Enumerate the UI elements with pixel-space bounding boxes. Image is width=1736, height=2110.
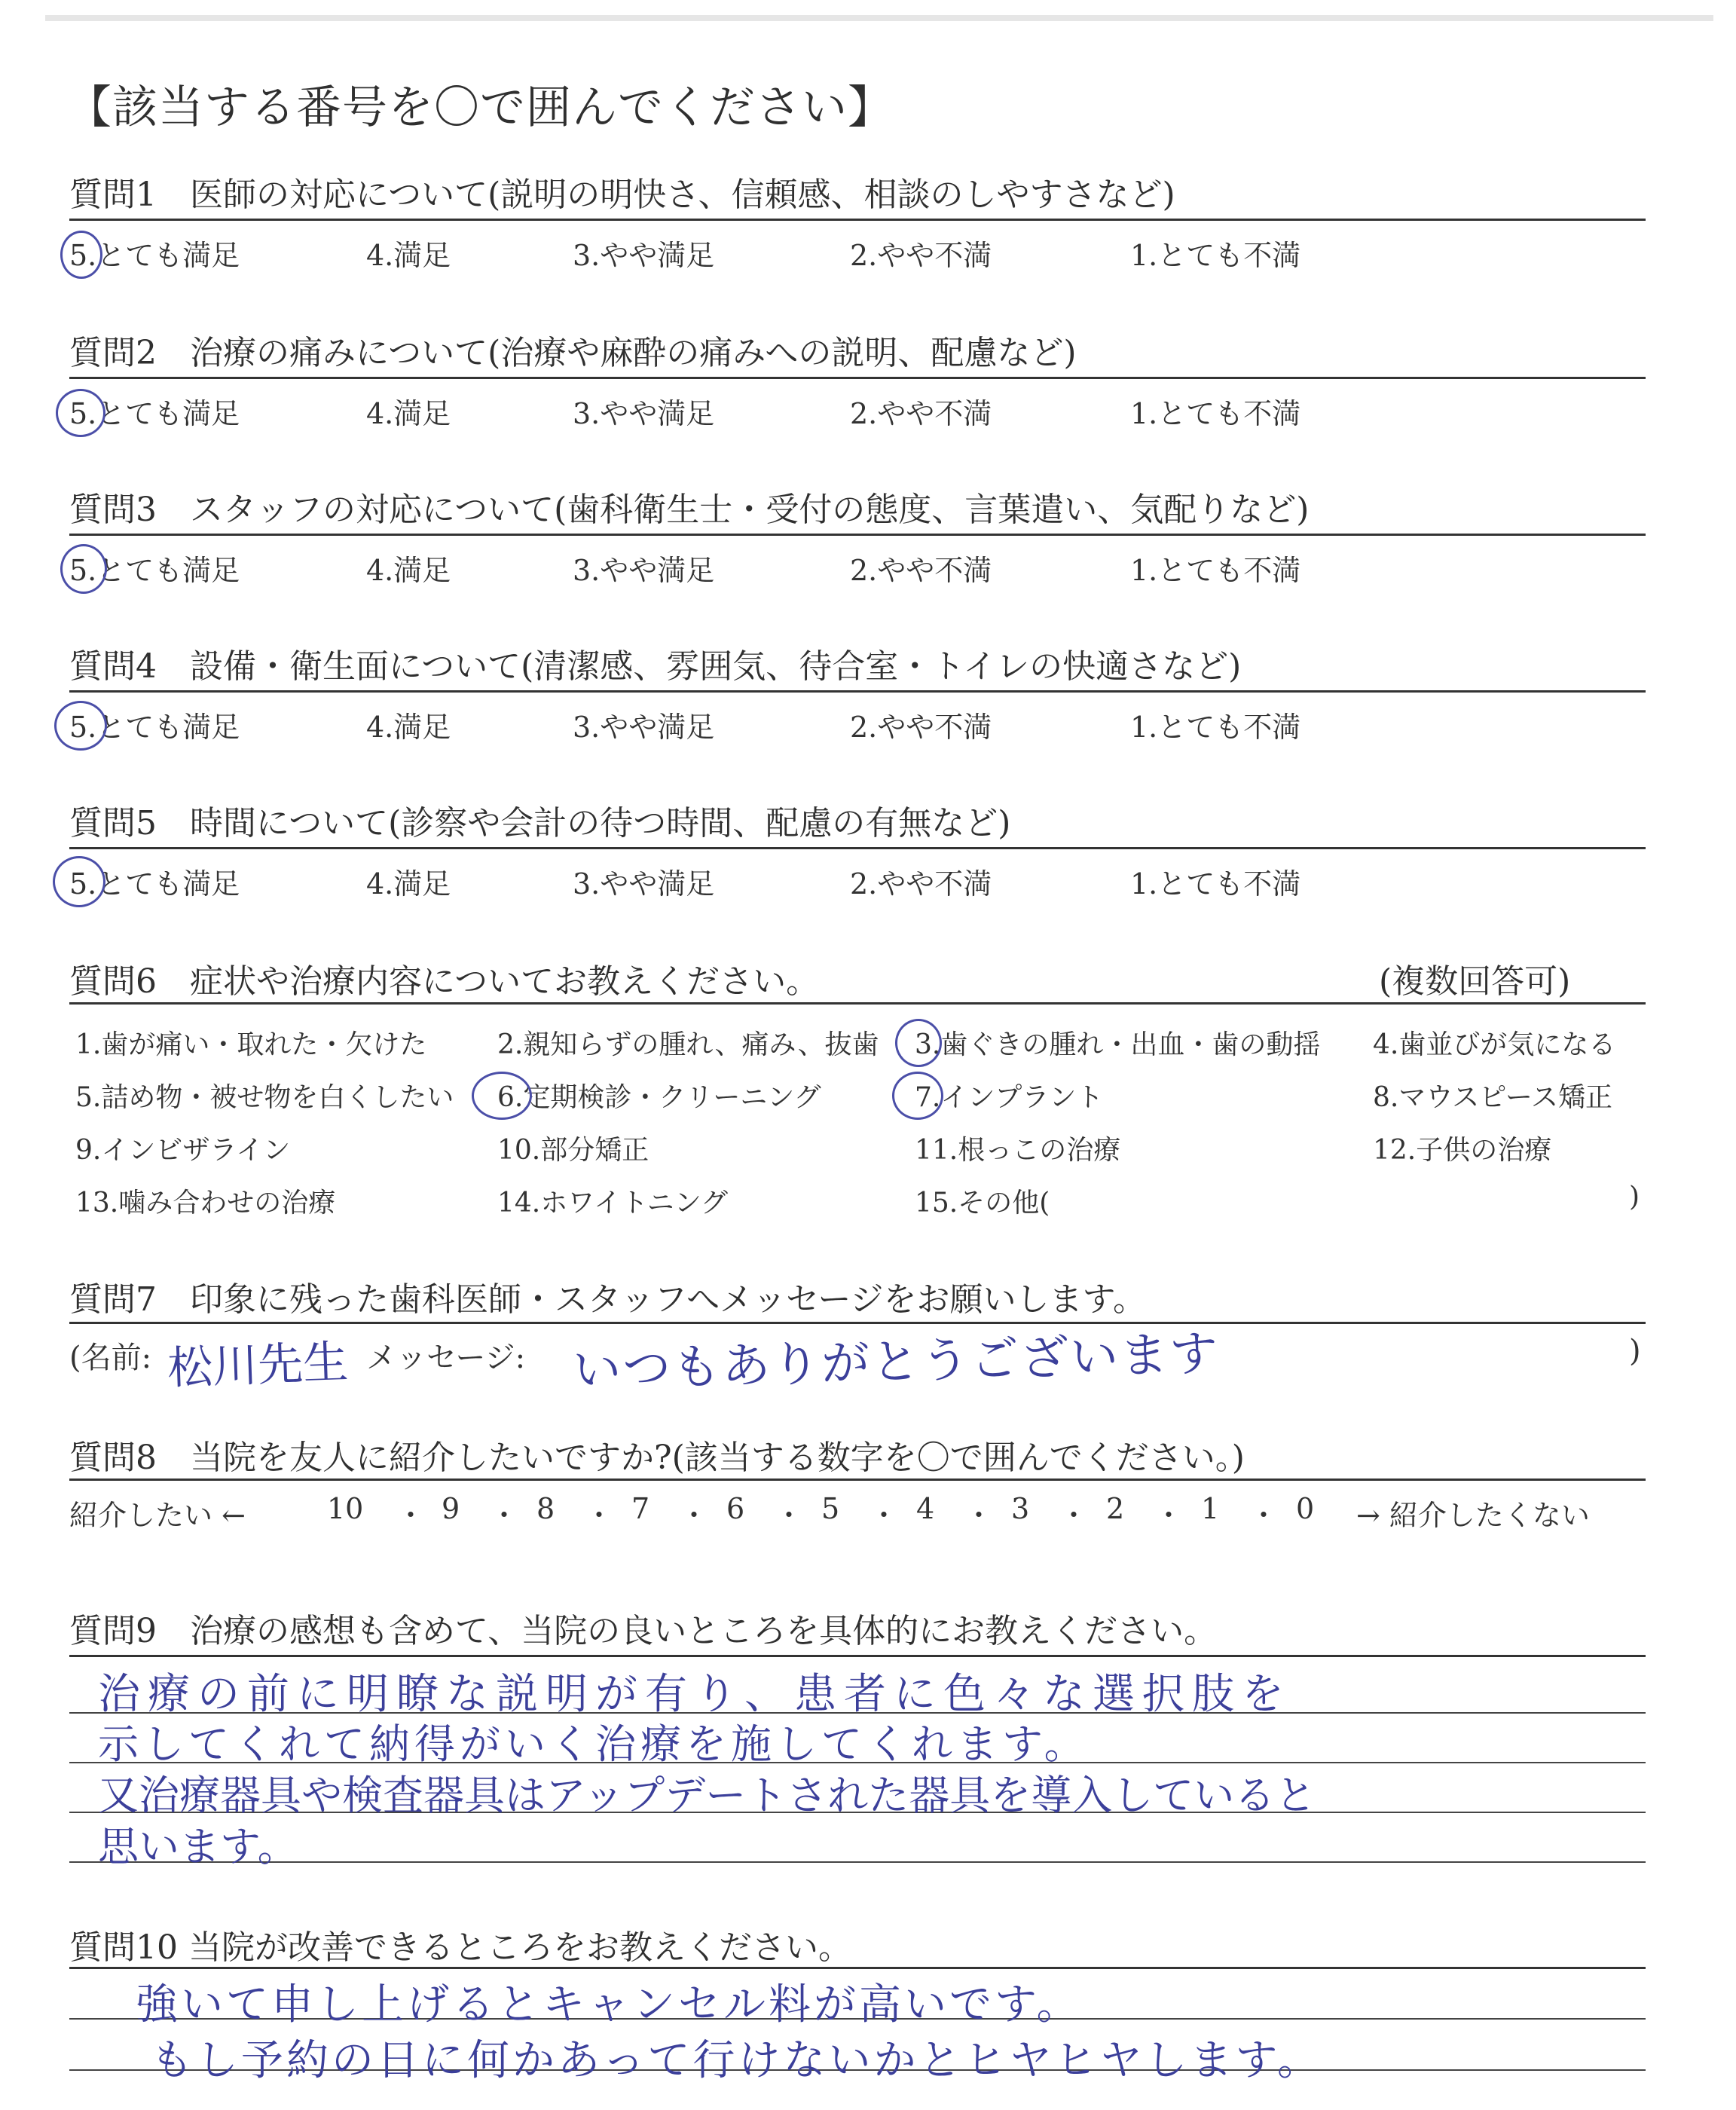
q6-note: (複数回答可) [1379, 962, 1571, 1001]
q6-circle-3 [895, 1019, 942, 1067]
q8-num-8[interactable]: 8 [536, 1492, 555, 1525]
q6-item-6[interactable]: 6.定期検診・クリーニング [497, 1082, 821, 1113]
q3-option-4[interactable]: 4.満足 [366, 554, 451, 587]
q8-title: 質問8 当院を友人に紹介したいですか?(該当する数字を〇で囲んでください。) [69, 1439, 1245, 1477]
q3-title: 質問3 スタッフの対応について(歯科衛生士・受付の態度、言葉遣い、気配りなど) [69, 491, 1310, 529]
q4-option-5[interactable]: 5.とても満足 [69, 711, 240, 744]
q6-item-5[interactable]: 5.詰め物・被せ物を白くしたい [75, 1082, 454, 1113]
q7-name-label: (名前: [69, 1341, 152, 1375]
q2-selection-circle [56, 389, 105, 437]
q9-handwritten-line-1: 治療の前に明瞭な説明が有り、患者に色々な選択肢を [98, 1670, 1291, 1719]
q7-message-handwritten: いつもありがとうございます [572, 1326, 1220, 1399]
q5-rule [69, 847, 1646, 849]
q4-option-1[interactable]: 1.とても不満 [1130, 711, 1301, 744]
q10-handwritten-line-2: もし予約の日に何かあって行けないかとヒヤヒヤします。 [151, 2036, 1322, 2085]
q8-num-6[interactable]: 6 [726, 1492, 745, 1525]
q6-item-10[interactable]: 10.部分矯正 [497, 1135, 649, 1166]
q2-rule [69, 377, 1646, 379]
q2-option-3[interactable]: 3.やや満足 [573, 397, 715, 430]
q8-num-9[interactable]: 9 [442, 1492, 460, 1525]
q8-dot: ・ [870, 1499, 899, 1532]
q9-handwritten-line-2: 示してくれて納得がいく治療を施してくれます。 [98, 1720, 1090, 1768]
q1-option-4[interactable]: 4.満足 [366, 239, 451, 272]
q4-rule [69, 690, 1646, 693]
q2-option-5[interactable]: 5.とても満足 [69, 397, 240, 430]
q3-option-5[interactable]: 5.とても満足 [69, 554, 240, 587]
q8-num-3[interactable]: 3 [1011, 1492, 1030, 1525]
q8-dot: ・ [680, 1499, 709, 1532]
q2-option-4[interactable]: 4.満足 [366, 397, 451, 430]
q6-item-12[interactable]: 12.子供の治療 [1373, 1135, 1552, 1166]
q5-option-2[interactable]: 2.やや不満 [850, 867, 992, 901]
q1-selection-circle [60, 231, 102, 279]
q1-option-1[interactable]: 1.とても不満 [1130, 239, 1301, 272]
q2-option-1[interactable]: 1.とても不満 [1130, 397, 1301, 430]
q8-num-5[interactable]: 5 [821, 1492, 840, 1525]
q3-option-1[interactable]: 1.とても不満 [1130, 554, 1301, 587]
q5-option-4[interactable]: 4.満足 [366, 867, 451, 901]
q7-title: 質問7 印象に残った歯科医師・スタッフへメッセージをお願いします。 [69, 1280, 1146, 1319]
q6-item-13[interactable]: 13.噛み合わせの治療 [75, 1188, 336, 1219]
q3-option-3[interactable]: 3.やや満足 [573, 554, 715, 587]
q8-dot: ・ [585, 1499, 614, 1532]
q6-circle-6 [472, 1072, 532, 1120]
q6-item-8[interactable]: 8.マウスピース矯正 [1373, 1082, 1613, 1113]
q8-dot: ・ [1059, 1499, 1089, 1532]
q1-rule [69, 219, 1646, 221]
q8-dot: ・ [396, 1499, 426, 1532]
q1-title: 質問1 医師の対応について(説明の明快さ、信頼感、相談のしやすさなど) [69, 176, 1175, 214]
q4-option-3[interactable]: 3.やや満足 [573, 711, 715, 744]
q8-right-label: → 紹介したくない [1356, 1499, 1590, 1532]
q10-rule [69, 1967, 1646, 1969]
q6-title: 質問6 症状や治療内容についてお教えください。 [69, 962, 820, 1001]
q5-option-5[interactable]: 5.とても満足 [69, 867, 240, 901]
q7-close-paren: ) [1629, 1334, 1641, 1368]
q10-title: 質問10 当院が改善できるところをお教えください。 [69, 1928, 851, 1967]
q6-item-15[interactable]: 15.その他( [915, 1188, 1050, 1219]
q9-writing-line [69, 1861, 1646, 1863]
q8-left-label: 紹介したい ← [69, 1499, 246, 1532]
q6-item-11[interactable]: 11.根っこの治療 [915, 1135, 1121, 1166]
q5-title: 質問5 時間について(診察や会計の待つ時間、配慮の有無など) [69, 804, 1011, 842]
q5-option-1[interactable]: 1.とても不満 [1130, 867, 1301, 901]
q9-title: 質問9 治療の感想も含めて、当院の良いところを具体的にお教えください。 [69, 1612, 1218, 1650]
q1-option-2[interactable]: 2.やや不満 [850, 239, 992, 272]
q5-option-3[interactable]: 3.やや満足 [573, 867, 715, 901]
q8-dot: ・ [1249, 1499, 1279, 1532]
q4-option-4[interactable]: 4.満足 [366, 711, 451, 744]
q8-dot: ・ [1154, 1499, 1184, 1532]
q8-num-10[interactable]: 10 [327, 1492, 364, 1525]
q8-num-2[interactable]: 2 [1106, 1492, 1125, 1525]
q8-num-0[interactable]: 0 [1296, 1492, 1315, 1525]
q6-item-2[interactable]: 2.親知らずの腫れ、痛み、抜歯 [497, 1029, 879, 1060]
q10-handwritten-line-1: 強いて申し上げるとキャンセル料が高いです。 [136, 1980, 1082, 2029]
page-title: 【該当する番号を〇で囲んでください】 [66, 81, 894, 134]
q3-rule [69, 534, 1646, 536]
q9-handwritten-line-4: 思います。 [98, 1823, 298, 1870]
q4-selection-circle [54, 701, 107, 751]
q9-handwritten-line-3: 又治療器具や検査器具はアップデートされた器具を導入していると [98, 1772, 1316, 1819]
q8-num-7[interactable]: 7 [631, 1492, 650, 1525]
q6-item-7[interactable]: 7.インプラント [915, 1082, 1104, 1113]
q6-item-4[interactable]: 4.歯並びが気になる [1373, 1029, 1616, 1060]
q1-option-3[interactable]: 3.やや満足 [573, 239, 715, 272]
q9-rule [69, 1655, 1646, 1657]
q3-option-2[interactable]: 2.やや不満 [850, 554, 992, 587]
q7-message-label: メッセージ: [366, 1341, 526, 1375]
q1-option-5[interactable]: 5.とても満足 [69, 239, 240, 272]
q8-dot: ・ [775, 1499, 804, 1532]
q8-num-1[interactable]: 1 [1201, 1492, 1220, 1525]
q6-item-3[interactable]: 3.歯ぐきの腫れ・出血・歯の動揺 [915, 1029, 1321, 1060]
q2-option-2[interactable]: 2.やや不満 [850, 397, 992, 430]
q6-circle-7 [892, 1072, 943, 1120]
q6-item-9[interactable]: 9.インビザライン [75, 1135, 291, 1166]
q2-title: 質問2 治療の痛みについて(治療や麻酔の痛みへの説明、配慮など) [69, 334, 1077, 372]
scan-top-edge [45, 15, 1713, 21]
q4-option-2[interactable]: 2.やや不満 [850, 711, 992, 744]
q8-num-4[interactable]: 4 [916, 1492, 935, 1525]
q6-rule [69, 1002, 1646, 1005]
q8-dot: ・ [964, 1499, 994, 1532]
q3-selection-circle [60, 544, 107, 594]
q4-title: 質問4 設備・衛生面について(清潔感、雰囲気、待合室・トイレの快適さなど) [69, 647, 1242, 686]
q6-item-1[interactable]: 1.歯が痛い・取れた・欠けた [75, 1029, 427, 1060]
q5-selection-circle [53, 856, 105, 907]
q8-rule [69, 1479, 1646, 1481]
q6-item-14[interactable]: 14.ホワイトニング [497, 1188, 729, 1219]
q8-dot: ・ [490, 1499, 519, 1532]
q7-name-handwritten: 松川先生 [167, 1335, 350, 1396]
q6-item-15-close: ) [1629, 1182, 1640, 1212]
